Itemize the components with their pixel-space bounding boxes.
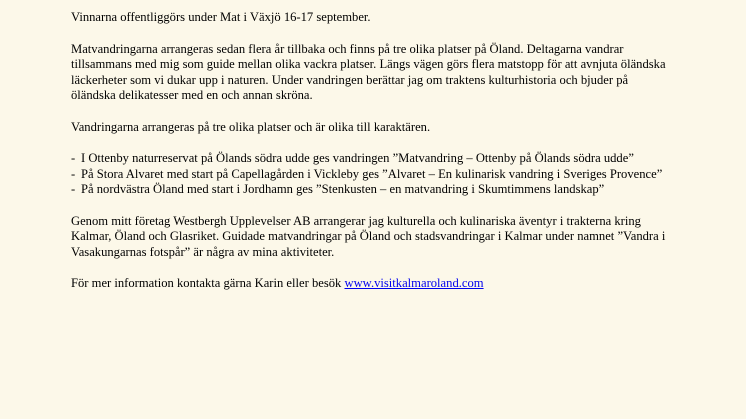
list-item [71,151,671,167]
bullet-marker: - [71,166,76,181]
list-item-text: På Stora Alvaret med start på Capellagården i Vickleby ges ”Alvaret – En kulinarisk vandring i Sveriges Provence” [81,166,663,181]
paragraph-company: Genom mitt företag Westbergh Upplevelser AB arrangerar jag kulturella och kulinariska äventyr i trakterna kring Kalmar, Öland och Glasriket. Guidade matvandringar på Öland och stadsvandringar i Kalmar under namnet ”Vandra i Vasakungarnas fotspår” är några av mina aktiviteter. [71,213,666,259]
document-body [71,10,671,308]
paragraph-three-locations: Vandringarna arrangeras på tre olika platser och är olika till karaktären. [71,119,431,134]
list-item-text: I Ottenby naturreservat på Ölands södra udde ges vandringen ”Matvandring – Ottenby på Ölands södra udde” [81,151,634,165]
walk-list [71,151,671,198]
list-item [71,167,671,183]
paragraph-food-walks: Matvandringarna arrangeras sedan flera år tillbaka och finns på tre olika platser på Öland. Deltagarna vandrar tillsammans med mig som guide mellan olika vackra platser. Längs vägen görs flera matstopp för att avnjuta öländska läckerheter som vi dukar upp i naturen. Under vandringen berättar jag om traktens kulturhistoria och bjuder på öländska delikatesser med en och annan skröna. [71,41,666,102]
bullet-marker: - [71,151,76,165]
website-link[interactable]: www.visitkalmaroland.com [344,276,484,290]
paragraph-winners: Vinnarna offentliggörs under Mat i Växjö 16-17 september. [71,10,371,24]
list-item-text: På nordvästra Öland med start i Jordhamn ges ”Stenkusten – en matvandring i Skumtimmens landskap” [81,182,605,196]
bullet-marker: - [71,182,76,196]
list-item [71,182,671,198]
paragraph-contact [71,276,671,292]
contact-text: För mer information kontakta gärna Karin eller besök [71,276,345,290]
